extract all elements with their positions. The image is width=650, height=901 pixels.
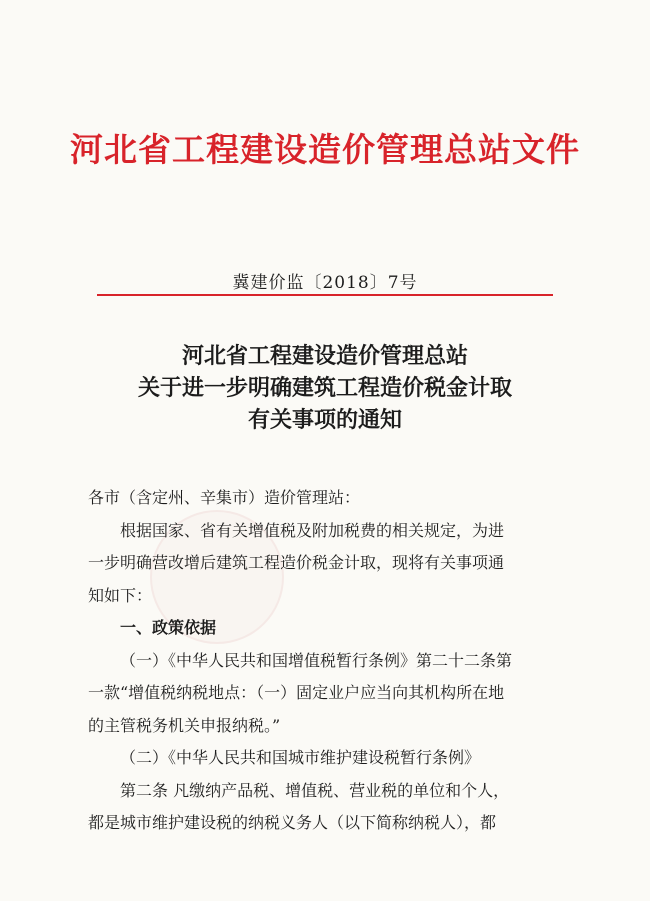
section-heading: 一、政策依据 [120,618,217,637]
red-divider-line [97,294,553,296]
body-line: 的主管税务机关申报纳税。” [88,715,281,735]
salutation: 各市（含定州、辛集市）造价管理站： [88,488,361,507]
body-line: 都是城市维护建设税的纳税义务人（以下简称纳税人），都 [88,813,497,832]
body-line: （二）《中华人民共和国城市维护建设税暂行条例》 [120,748,481,767]
document-number: 冀建价监〔2018〕7号 [232,273,418,293]
notice-title [0,340,650,436]
notice-title-line: 河北省工程建设造价管理总站 [181,343,468,369]
notice-body [88,482,568,840]
body-line: 知如下： [88,585,153,605]
body-line: 第二条 凡缴纳产品税、增值税、营业税的单位和个人， [120,780,510,800]
body-line: 一步明确营改增后建筑工程造价税金计取，现将有关事项通 [88,553,505,572]
notice-title-line: 关于进一步明确建筑工程造价税金计取 [137,375,512,401]
body-line: （一）《中华人民共和国增值税暂行条例》第二十二条第 [120,650,513,670]
issuer-header-title: 河北省工程建设造价管理总站文件 [70,130,580,169]
notice-title-line: 有关事项的通知 [247,407,402,433]
body-line: 根据国家、省有关增值税及附加税费的相关规定，为进 [120,520,505,540]
body-line: 一款“增值税纳税地点：（一）固定业户应当向其机构所在地 [88,683,505,702]
